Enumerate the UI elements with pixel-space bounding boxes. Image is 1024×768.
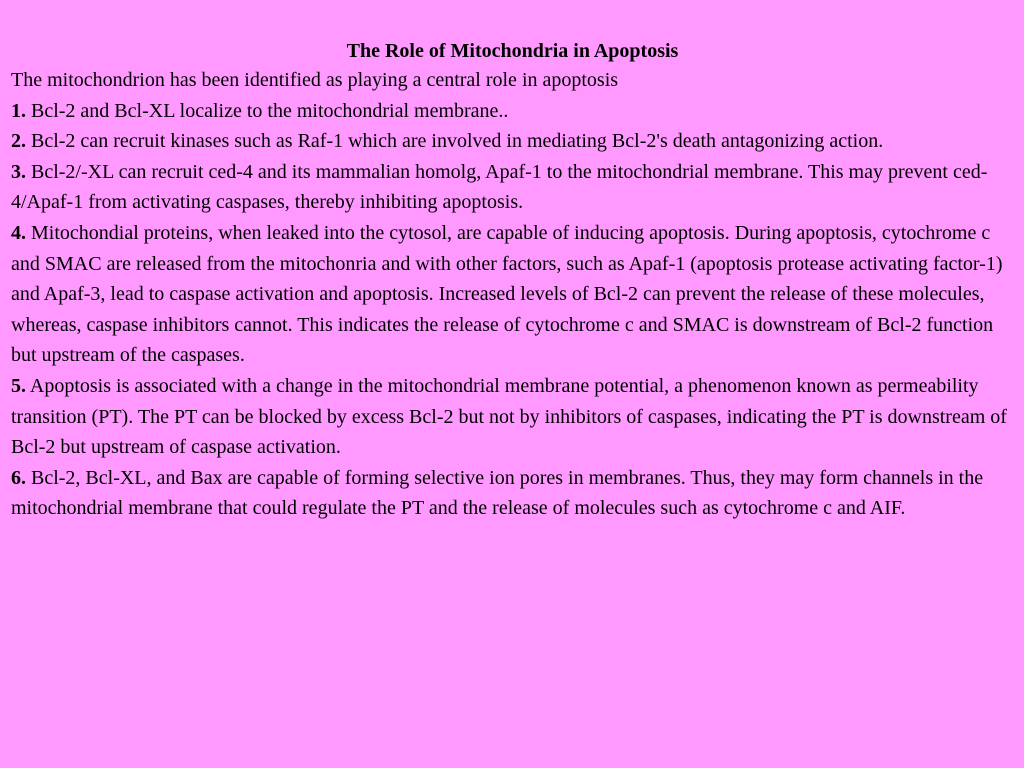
slide-body <box>11 65 1014 524</box>
point-number: 5. <box>11 374 26 397</box>
point-number: 2. <box>11 130 26 153</box>
point-1 <box>11 96 1014 127</box>
point-text: Bcl-2 and Bcl-XL localize to the mitochondrial membrane.. <box>26 99 509 122</box>
point-4 <box>11 218 1014 371</box>
point-2 <box>11 126 1014 157</box>
point-number: 3. <box>11 160 26 183</box>
slide-title: The Role of Mitochondria in Apoptosis <box>346 40 679 62</box>
point-6 <box>11 463 1014 524</box>
point-number: 1. <box>11 99 26 122</box>
point-3 <box>11 157 1014 218</box>
point-text: Mitochondial proteins, when leaked into the cytosol, are capable of inducing apoptosis. During apoptosis, cytochrome c and SMAC are released from the mitochonria and with other factors, such as Apaf-1 (apoptosis protease activating factor-1) and Apaf-3, lead to caspase activation and apoptosis. Increased levels of Bcl-2 can prevent the release of these molecules, whereas, caspase inhibitors cannot. This indicates the release of cytochrome c and SMAC is downstream of Bcl-2 function but upstream of the caspases. <box>11 221 1003 367</box>
point-5 <box>11 371 1014 463</box>
point-number: 6. <box>11 466 26 489</box>
intro-text: The mitochondrion has been identified as playing a central role in apoptosis <box>11 69 619 91</box>
point-number: 4. <box>11 221 26 244</box>
point-text: Apoptosis is associated with a change in the mitochondrial membrane potential, a phenomenon known as permeability transition (PT). The PT can be blocked by excess Bcl-2 but not by inhibitors of caspases, indicating the PT is downstream of Bcl-2 but upstream of caspase activation. <box>11 374 1007 459</box>
point-text: Bcl-2 can recruit kinases such as Raf-1 which are involved in mediating Bcl-2's death antagonizing action. <box>26 130 884 153</box>
point-text: Bcl-2/-XL can recruit ced-4 and its mammalian homolg, Apaf-1 to the mitochondrial membrane. This may prevent ced-4/Apaf-1 from activating caspases, thereby inhibiting apoptosis. <box>11 160 988 214</box>
point-text: Bcl-2, Bcl-XL, and Bax are capable of forming selective ion pores in membranes. Thus, they may form channels in the mitochondrial membrane that could regulate the PT and the release of molecules such as cytochrome c and AIF. <box>11 466 984 520</box>
